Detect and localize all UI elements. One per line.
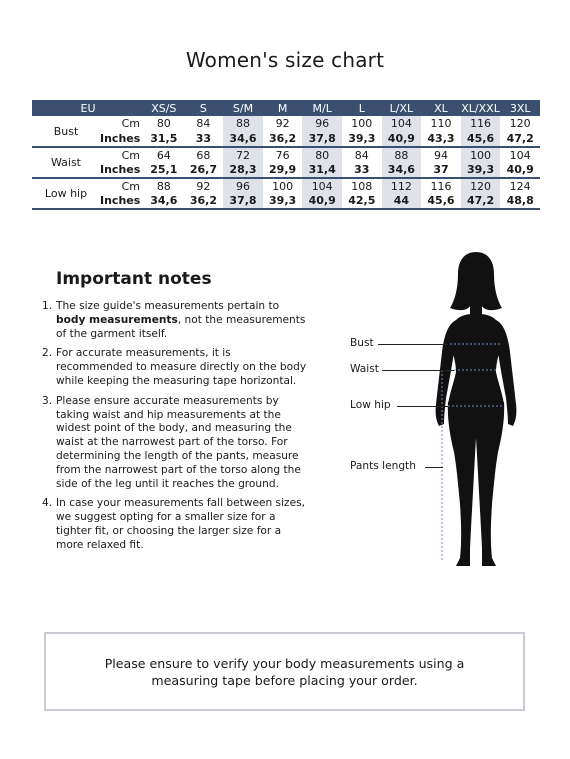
table-cell: 34,6: [223, 132, 263, 148]
table-cell: 100: [272, 179, 294, 193]
table-cell: 116: [461, 116, 501, 132]
unit-label: Inches: [100, 132, 144, 148]
table-cell: 100: [351, 117, 373, 131]
table-cell: 33: [184, 132, 224, 148]
size-chart-table: [32, 100, 540, 210]
note-number: 3.: [42, 394, 53, 407]
size-header-row: [32, 100, 540, 116]
table-row: [32, 194, 540, 210]
table-cell: 37,8: [302, 132, 342, 148]
table-row: [32, 132, 540, 148]
note-number: 4.: [42, 497, 53, 510]
header-cell: XS/S: [144, 100, 184, 116]
table-cell: 34,6: [144, 194, 184, 210]
verify-measurements-notice: [44, 632, 525, 711]
table-cell: 26,7: [184, 163, 224, 179]
table-cell: 100: [461, 147, 501, 163]
note-text-part: , not the measurements of the garment itself.: [56, 313, 306, 340]
table-cell: 40,9: [382, 132, 422, 148]
measurement-label: Waist: [32, 147, 100, 178]
table-cell: 68: [196, 148, 211, 162]
table-cell: 29,9: [263, 163, 303, 179]
table-cell: 45,6: [461, 132, 501, 148]
header-cell: EU: [32, 100, 144, 116]
note-text-part: For accurate measurements, it is recommended to measure directly on the body while keeping the measuring tape horizontal.: [56, 347, 307, 387]
unit-label: Inches: [100, 194, 144, 210]
bust-leader: [378, 344, 448, 345]
low-hip-label: Low hip: [350, 399, 391, 411]
table-cell: 112: [382, 178, 422, 194]
note-number: 1.: [42, 300, 53, 312]
body-silhouette: [420, 248, 532, 572]
unit-label: Cm: [121, 148, 141, 162]
waist-label: Waist: [350, 363, 379, 375]
note-text: [56, 497, 310, 552]
table-cell: 120: [461, 178, 501, 194]
table-cell: 92: [196, 179, 211, 193]
table-cell: 104: [382, 116, 422, 132]
table-cell: 31,5: [144, 132, 184, 148]
table-cell: 96: [302, 116, 342, 132]
table-cell: 25,1: [144, 163, 184, 179]
table-cell: 42,5: [342, 194, 382, 210]
list-item: [42, 497, 310, 552]
table-cell: 47,2: [500, 132, 540, 148]
unit-label: Inches: [100, 163, 144, 179]
page-title: Women's size chart: [185, 48, 385, 72]
note-text-part: In case your measurements fall between sizes, we suggest opting for a smaller size for a tighter fit, or choosing the larger size for a more relaxed fit.: [56, 497, 305, 551]
table-cell: 39,3: [263, 194, 303, 210]
header-cell: 3XL: [500, 100, 540, 116]
table-cell: 47,2: [461, 194, 501, 210]
note-number: 2.: [42, 347, 53, 360]
note-text: [56, 300, 310, 341]
header-cell: XL: [421, 100, 461, 116]
table-cell: 88: [156, 179, 171, 193]
table-cell: 124: [509, 179, 531, 193]
pants-length-leader: [425, 467, 443, 468]
note-emphasis: body measurements: [56, 313, 178, 326]
table-row: [32, 147, 540, 163]
note-text-part: Please ensure accurate measurements by taking waist and hip measurements at the widest point of the body, and measuring the waist at the narrowest part of the torso. For determining the length of the pants, measure from the narrowest part of the torso along the side of the leg until it reaches the ground.: [56, 394, 301, 490]
list-item: [42, 300, 310, 341]
table-cell: 43,3: [421, 132, 461, 148]
notes-list: [42, 300, 310, 559]
list-item: [42, 395, 310, 492]
unit-label: Cm: [121, 179, 141, 193]
table-cell: 45,6: [421, 194, 461, 210]
measurement-label: Bust: [32, 116, 100, 147]
note-text: [56, 395, 310, 492]
table-cell: 110: [430, 117, 452, 131]
table-cell: 40,9: [500, 163, 540, 179]
table-cell: 104: [302, 178, 342, 194]
table-cell: 96: [223, 178, 263, 194]
table-cell: 34,6: [382, 163, 422, 179]
table-cell: 37,8: [223, 194, 263, 210]
notice-text: Please ensure to verify your body measurements using a measuring tape before placing your order.: [104, 655, 465, 688]
header-cell: XL/XXL: [461, 101, 500, 115]
header-cell: M: [263, 100, 303, 116]
note-text: [56, 347, 310, 388]
measurement-label: Low hip: [32, 178, 100, 209]
table-cell: 36,2: [184, 194, 224, 210]
table-cell: 94: [433, 148, 448, 162]
table-cell: 48,8: [500, 194, 540, 210]
table-cell: 39,3: [342, 132, 382, 148]
silhouette-icon: [420, 248, 532, 572]
table-cell: 116: [430, 179, 452, 193]
pants-length-label: Pants length: [350, 460, 416, 472]
table-row: [32, 116, 540, 132]
header-cell: L: [342, 100, 382, 116]
table-cell: 64: [156, 148, 171, 162]
header-cell: L/XL: [382, 100, 422, 116]
table-cell: 76: [275, 148, 290, 162]
table-cell: 39,3: [461, 163, 501, 179]
table-cell: 80: [156, 117, 171, 131]
table-cell: 88: [223, 116, 263, 132]
table-cell: 120: [509, 117, 531, 131]
table-cell: 84: [354, 148, 369, 162]
unit-label: Cm: [121, 117, 141, 131]
table-cell: 37: [421, 163, 461, 179]
note-text-part: The size guide's measurements pertain to: [56, 300, 280, 312]
table-row: [32, 163, 540, 179]
header-cell: M/L: [302, 100, 342, 116]
low-hip-leader: [397, 406, 448, 407]
table-cell: 44: [382, 194, 422, 210]
table-cell: 88: [382, 147, 422, 163]
notes-title: Important notes: [56, 269, 212, 289]
header-cell: S/M: [223, 100, 263, 116]
table-cell: 31,4: [302, 163, 342, 179]
table-cell: 72: [223, 147, 263, 163]
table-cell: 84: [196, 117, 211, 131]
table-cell: 36,2: [263, 132, 303, 148]
table-row: [32, 178, 540, 194]
header-cell: S: [184, 100, 224, 116]
table-cell: 108: [351, 179, 373, 193]
table-cell: 28,3: [223, 163, 263, 179]
table-cell: 33: [342, 163, 382, 179]
table-cell: 92: [275, 117, 290, 131]
table-cell: 40,9: [302, 194, 342, 210]
table-cell: 104: [509, 148, 531, 162]
bust-label: Bust: [350, 337, 374, 349]
waist-leader: [382, 370, 454, 371]
table-cell: 80: [302, 147, 342, 163]
list-item: [42, 347, 310, 388]
